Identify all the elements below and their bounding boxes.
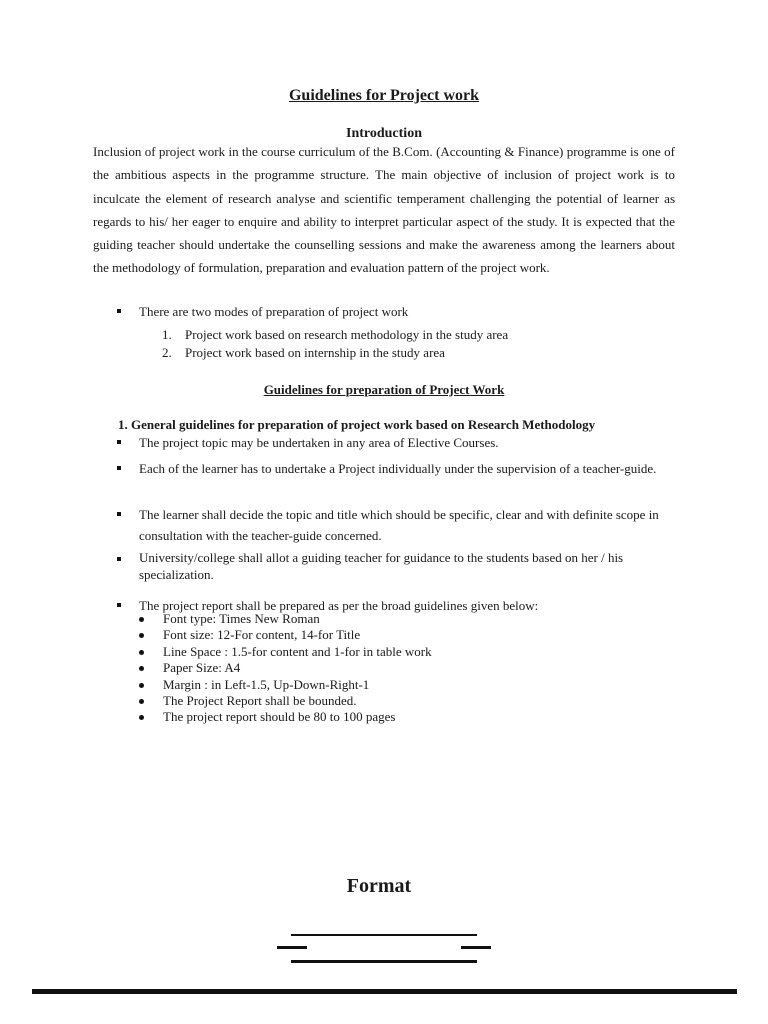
mode-item-number: 2.	[162, 345, 172, 360]
format-rule: Margin : in Left-1.5, Up-Down-Right-1	[163, 677, 370, 692]
disc-bullet-icon	[139, 617, 144, 622]
page-title: Guidelines for Project work	[288, 87, 480, 104]
square-bullet-icon	[117, 440, 121, 444]
format-rule: Font size: 12-For content, 14-for Title	[163, 627, 361, 642]
mode-item: Project work based on research methodology in the study area	[185, 327, 509, 342]
disc-bullet-icon	[139, 650, 144, 655]
format-heading: Format	[346, 875, 412, 897]
guideline-item: The learner shall decide the topic and title which should be specific, clear and with definite scope in consultation with the teacher-guide concerned.	[139, 507, 659, 543]
disc-bullet-icon	[139, 633, 144, 638]
page-divider	[32, 989, 737, 994]
guideline-item: The project report shall be prepared as per the broad guidelines given below:	[139, 598, 539, 613]
guideline-item: The project topic may be undertaken in any area of Elective Courses.	[139, 435, 499, 450]
introduction-paragraph: Inclusion of project work in the course curriculum of the B.Com. (Accounting & Finance) programme is one of the ambitious aspects in the programme structure. The main objective of inclusion of project work is to inculcate the element of research analyse and scientific temperament challenging the potential of learner as regards to his/ her eager to enquire and ability to interpret particular aspect of the study. It is expected that the guiding teacher should undertake the counselling sessions and make the awareness among the learners about the methodology of formulation, preparation and evaluation pattern of the project work.	[93, 144, 675, 276]
decorative-rule	[291, 934, 477, 936]
general-guidelines-heading: 1. General guidelines for preparation of project work based on Research Methodology	[118, 417, 596, 432]
guideline-item: University/college shall allot a guiding teacher for guidance to the students based on her / his specialization.	[139, 550, 624, 582]
disc-bullet-icon	[139, 683, 144, 688]
square-bullet-icon	[117, 557, 121, 561]
mode-item-number: 1.	[162, 327, 172, 342]
preparation-heading: Guidelines for preparation of Project Work	[263, 382, 505, 397]
square-bullet-icon	[117, 466, 121, 470]
introduction-heading: Introduction	[346, 126, 422, 141]
square-bullet-icon	[117, 603, 121, 607]
format-rule: Paper Size: A4	[163, 660, 241, 675]
format-rule: The Project Report shall be bounded.	[163, 693, 357, 708]
square-bullet-icon	[117, 512, 121, 516]
decorative-rule	[277, 946, 307, 949]
format-rule: Font type: Times New Roman	[163, 611, 320, 626]
square-bullet-icon	[117, 309, 121, 313]
format-rule: Line Space : 1.5-for content and 1-for in table work	[163, 644, 432, 659]
format-rule: The project report should be 80 to 100 pages	[163, 709, 396, 724]
modes-lead: There are two modes of preparation of project work	[139, 304, 409, 319]
disc-bullet-icon	[139, 666, 144, 671]
decorative-rule	[291, 960, 477, 963]
decorative-rule	[461, 946, 491, 949]
mode-item: Project work based on internship in the study area	[185, 345, 445, 360]
disc-bullet-icon	[139, 699, 144, 704]
disc-bullet-icon	[139, 715, 144, 720]
guideline-item: Each of the learner has to undertake a Project individually under the supervision of a teacher-guide.	[139, 461, 657, 476]
